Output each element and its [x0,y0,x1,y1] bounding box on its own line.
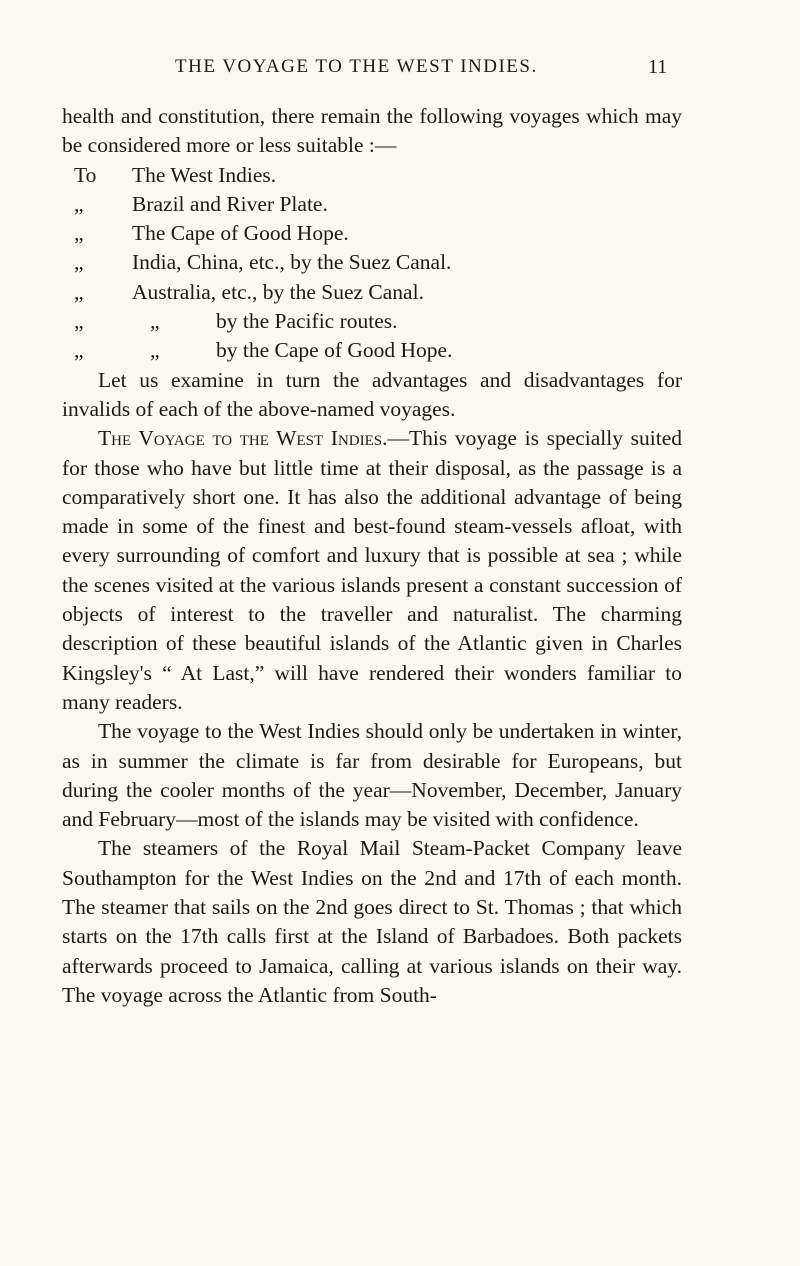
voyage-prefix: „ [74,221,84,246]
voyage-prefix: „ [74,279,84,304]
running-head [0,56,800,86]
voyage-item [62,219,682,248]
page-number: 11 [648,56,668,78]
running-title: THE VOYAGE TO THE WEST INDIES. [175,56,538,77]
winter-paragraph: The voyage to the West Indies should only be undertaken in winter, as in summer the climate is far from desirable for Europeans, but during the cooler months of the year—November, December, January and February—most of the islands may be visited with confidence. [62,719,682,832]
west-indies-paragraph [62,424,682,717]
voyage-destination: India, China, etc., by the Suez Canal. [132,250,452,275]
voyage-prefix: „ [74,309,84,334]
examine-paragraph: Let us examine in turn the advantages and disadvantages for invalids of each of the above-named voyages. [62,367,682,421]
voyage-destination: Australia, etc., by the Suez Canal. [132,279,424,304]
voyage-destination: by the Cape of Good Hope. [216,338,453,363]
voyage-destination: The Cape of Good Hope. [132,221,349,246]
voyage-prefix: „ [74,338,84,363]
voyage-item [62,307,682,336]
voyage-destination: by the Pacific routes. [216,309,398,334]
voyage-prefix: To [74,162,97,187]
voyage-destination: Brazil and River Plate. [132,191,328,216]
section-heading: The Voyage to the West Indies. [98,426,388,451]
intro-paragraph: health and constitution, there remain the following voyages which may be considered more or less suitable :— [62,104,682,158]
voyage-item [62,336,682,365]
voyage-item [62,278,682,307]
voyage-item [62,161,682,190]
voyage-ditto-mark: „ [150,338,160,363]
steamers-paragraph: The steamers of the Royal Mail Steam-Packet Company leave Southampton for the West Indies on the 2nd and 17th of each month. The steamer that sails on the 2nd goes direct to St. Thomas ; that which starts on the 17th calls first at the Island of Barbadoes. Both packets afterwards proceed to Jamaica, calling at various islands on their way. The voyage across the Atlantic from South- [62,836,682,1007]
voyage-list [62,161,682,366]
voyage-destination: The West Indies. [132,162,277,187]
voyage-prefix: „ [74,250,84,275]
voyage-item [62,248,682,277]
voyage-ditto-mark: „ [150,309,160,334]
voyage-item [62,190,682,219]
voyage-prefix: „ [74,191,84,216]
body-text [62,102,682,1010]
west-indies-body: —This voyage is specially suited for those who have but little time at their disposal, as the passage is a comparatively short one. It has also the additional advantage of being made in some of the finest and best-found steam-vessels afloat, with every surrounding of comfort and luxury that is possible at sea ; while the scenes visited at the various islands present a constant succession of objects of interest to the traveller and naturalist. The charming description of these beautiful islands of the Atlantic given in Charles Kingsley's “ At Last,” will have rendered their wonders familiar to many readers. [62,426,683,714]
